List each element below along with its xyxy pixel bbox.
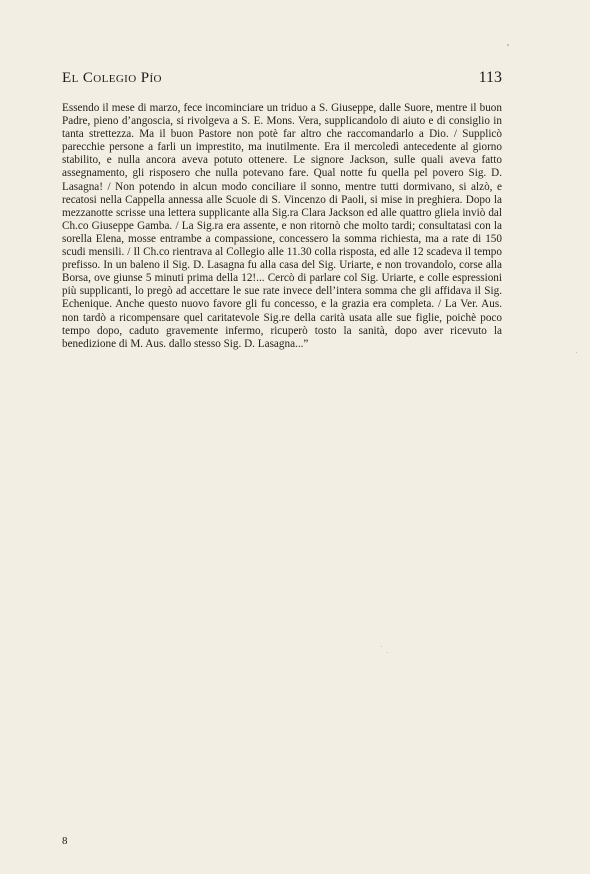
running-head xyxy=(62,70,502,90)
scan-speck xyxy=(387,652,388,653)
running-title: El Colegio Pío xyxy=(62,70,162,86)
page-number: 113 xyxy=(478,69,502,86)
scan-speck xyxy=(507,44,509,46)
scan-speck xyxy=(576,352,577,353)
scan-speck xyxy=(381,646,382,647)
body-paragraph: Essendo il mese di marzo, fece incominciare un triduo a S. Giuseppe, dalle Suore, mentre il buon Padre, pieno d’angoscia, si rivolgeva a S. E. Mons. Vera, supplicandolo di aiuto e di consiglio in tanta strettezza. Ma il buon Pastore non potè far altro che raccomandarlo a Dio. / Supplicò parecchie persone a farli un imprestito, ma inutilmente. Era il mercoledì antecedente al giorno stabilito, e nulla ancora aveva potuto ottenere. Le signore Jackson, sulle quali aveva fatto assegnamento, gli risposero che nulla potevano fare. Qual notte fu quella pel povero Sig. D. Lasagna! / Non potendo in alcun modo conciliare il sonno, mentre tutti dormivano, si alzò, e recatosi nella Cappella annessa alle Scuole di S. Vincenzo di Paoli, si mise in preghiera. Dopo la mezzanotte scrisse una lettera supplicante alla Sig.ra Clara Jackson ed alle quattro gliela inviò dal Ch.co Giuseppe Gamba. / La Sig.ra era assente, e non ritornò che molto tardi; consultatasi con la sorella Elena, mosse entrambe a compassione, concessero la somma richiesta, ma a rate di 150 scudi mensili. / Il Ch.co rientrava al Collegio alle 11.30 colla risposta, ed alle 12 scadeva il tempo prefisso. In un baleno il Sig. D. Lasagna fu alla casa del Sig. Uriarte, e non trovandolo, corse alla Borsa, ove giunse 5 minuti prima della 12!... Cercò di parlare col Sig. Uriarte, e colle espressioni più supplicanti, lo pregò ad accettare le sue rate invece dell’intera somma che gli affidava il Sig. Echenique. Anche questo nuovo favore gli fu concesso, e la grazia era completa. / La Ver. Aus. non tardò a ricompensare quel caritatevole Sig.re della carità usata alle sue figlie, poichè poco tempo dopo, caduto gravemente infermo, ricuperò tosto la sanità, dopo aver ricevuto la benedizione di M. Aus. dallo stesso Sig. D. Lasagna...” xyxy=(62,102,502,350)
signature-mark: 8 xyxy=(62,835,68,847)
